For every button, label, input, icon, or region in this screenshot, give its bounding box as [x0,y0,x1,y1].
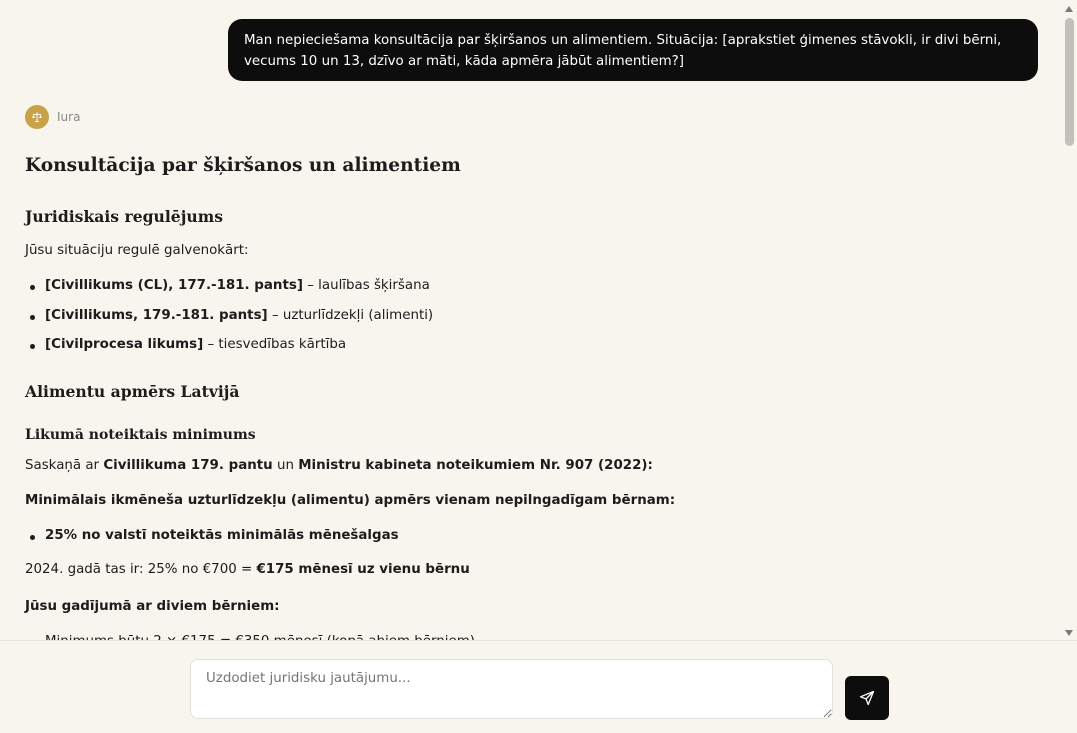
list-item [25,337,346,352]
question-input[interactable] [190,659,833,719]
section-heading-alimony: Alimentu apmērs Latvijā [25,382,240,401]
law-reference: [Civillikums, 179.-181. pants] [45,308,268,323]
section-intro: Jūsu situāciju regulē galvenokārt: [25,243,249,258]
law-description: – tiesvedības kārtība [203,337,347,352]
two-children-label: Jūsu gadījumā ar diviem bērniem: [25,599,280,614]
subsection-heading: Likumā noteiktais minimums [25,427,256,443]
message-composer [0,640,1077,733]
assistant-name: Iura [57,110,81,124]
list-item [25,308,433,323]
list-item: 25% no valstī noteiktās minimālās mēnešalgas [25,528,399,543]
user-message-text: Man nepieciešama konsultācija par šķiršanos un alimentiem. Situācija: [aprakstiet ģimenes stāvokli, ir divi bērni, vecums 10 un 13, dzīvo ar māti, kāda apmēra jābūt alimentiem?] [244,33,1002,69]
assistant-header [25,105,80,129]
year-calculation: 2024. gadā tas ir: 25% no €700 = €175 mēnesī uz vienu bērnu [25,562,470,577]
scrollbar-thumb[interactable] [1065,18,1074,146]
section-heading-regulation: Juridiskais regulējums [25,207,223,226]
legal-basis-text: Saskaņā ar Civillikuma 179. pantu un Ministru kabineta noteikumiem Nr. 907 (2022): [25,458,653,473]
scroll-up-arrow-icon[interactable] [1065,6,1073,12]
minimum-label: Minimālais ikmēneša uzturlīdzekļu (alimentu) apmērs vienam nepilngadīgam bērnam: [25,493,676,508]
send-button[interactable] [845,676,889,720]
law-reference: [Civillikums (CL), 177.-181. pants] [45,278,303,293]
law-reference: [Civilprocesa likums] [45,337,204,352]
law-description: – laulības šķiršana [302,278,430,293]
send-icon [859,690,875,706]
list-item [25,278,430,293]
scroll-down-arrow-icon[interactable] [1065,630,1073,636]
vertical-scrollbar[interactable] [1062,0,1077,640]
user-message-bubble [228,19,1038,81]
scales-icon [25,105,49,129]
law-description: – uzturlīdzekļi (alimenti) [267,308,434,323]
answer-title: Konsultācija par šķiršanos un alimentiem [25,155,461,176]
